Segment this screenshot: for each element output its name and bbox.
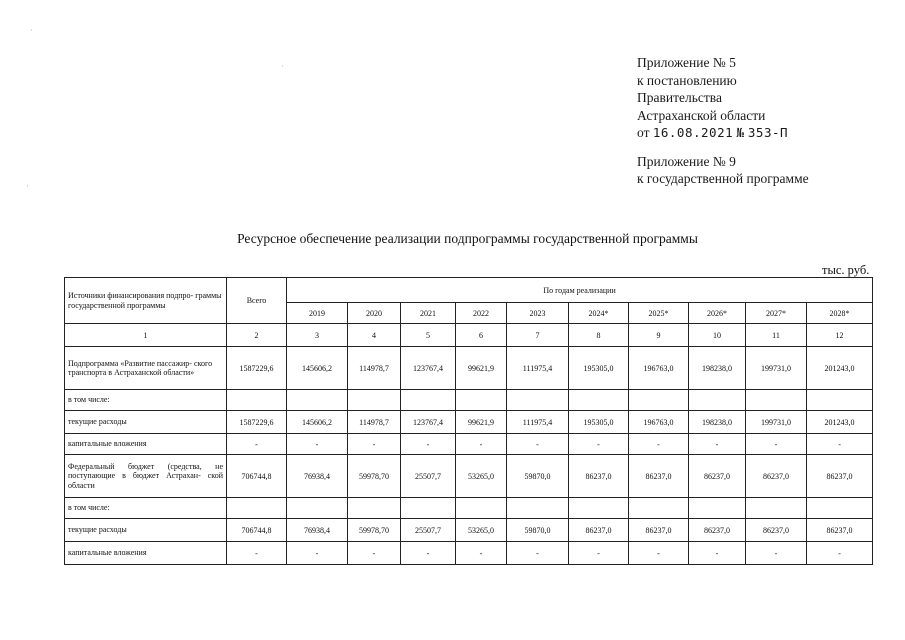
table-cell: 195305,0 [569,347,629,390]
decree-date-line [637,124,809,142]
column-number: 4 [348,324,401,347]
table-cell: - [227,434,287,455]
funding-table [64,277,873,565]
table-cell: 53265,0 [456,455,507,498]
column-number: 3 [287,324,348,347]
column-number: 9 [629,324,689,347]
table-cell [807,390,873,411]
table-cell [507,498,569,519]
table-cell: - [287,542,348,565]
decree-date: 16.08.2021 [652,125,734,140]
year-header: 2025* [629,303,689,324]
table-cell: 114978,7 [348,411,401,434]
table-cell [401,498,456,519]
table-cell: 199731,0 [746,411,807,434]
column-number: 5 [401,324,456,347]
year-header: 2028* [807,303,873,324]
table-cell: 86237,0 [807,519,873,542]
table-cell: 25507,7 [401,455,456,498]
table-cell: - [507,434,569,455]
table-cell: - [401,542,456,565]
column-numbers-row [65,324,873,347]
table-cell: - [287,434,348,455]
decree-number: 353-П [747,125,789,140]
scan-speck: · [281,62,284,71]
year-header: 2024* [569,303,629,324]
table-cell: - [689,542,746,565]
date-prefix: от [637,125,650,140]
document-title: Ресурсное обеспечение реализации подпрограммы государственной программы [237,231,698,246]
table-cell: - [746,434,807,455]
column-number: 11 [746,324,807,347]
table-cell: - [746,542,807,565]
column-number: 7 [507,324,569,347]
table-cell [456,390,507,411]
table-cell: 198238,0 [689,411,746,434]
table-row [65,455,873,498]
appendix-5-label: Приложение № 5 [637,55,736,70]
table-cell: 86237,0 [746,519,807,542]
table-cell: 196763,0 [629,347,689,390]
table-cell: - [456,434,507,455]
column-number: 10 [689,324,746,347]
row-label: текущие расходы [65,411,227,434]
year-header: 2023 [507,303,569,324]
table-cell [569,498,629,519]
table-cell [456,498,507,519]
column-number: 1 [65,324,227,347]
table-cell: 59978,70 [348,455,401,498]
table-cell [746,498,807,519]
column-number: 6 [456,324,507,347]
table-cell: 145606,2 [287,347,348,390]
table-cell [348,390,401,411]
table-cell: 86237,0 [807,455,873,498]
row-label: текущие расходы [65,519,227,542]
row-label: в том числе: [65,390,227,411]
table-cell: 199731,0 [746,347,807,390]
source-header: Источники финансирования подпро- граммы государственной программы [65,278,227,324]
table-cell [807,498,873,519]
table-cell: 86237,0 [569,455,629,498]
table-cell: 25507,7 [401,519,456,542]
table-cell: 59870,0 [507,519,569,542]
header-line: к постановлению [637,72,737,88]
table-cell [348,498,401,519]
column-number: 2 [227,324,287,347]
table-cell: - [689,434,746,455]
header-line: Астраханской области [637,107,766,123]
table-cell: 86237,0 [689,519,746,542]
header-line: Правительства [637,90,722,105]
appendix-9-label: Приложение № 9 [637,153,736,169]
appendix-header [637,54,809,188]
year-header: 2019 [287,303,348,324]
table-cell: - [456,542,507,565]
table-row [65,542,873,565]
table-cell: - [629,434,689,455]
table-cell: 111975,4 [507,347,569,390]
table-cell: 198238,0 [689,347,746,390]
table-cell: - [227,542,287,565]
row-label: в том числе: [65,498,227,519]
table-cell: 1587229,6 [227,347,287,390]
table-cell: 123767,4 [401,411,456,434]
table-cell: - [807,542,873,565]
row-label: Подпрограмма «Развитие пассажир- ского транспорта в Астраханской области» [65,347,227,390]
number-sign: № [736,125,745,140]
table-cell: - [348,542,401,565]
table-cell: 195305,0 [569,411,629,434]
table-cell [287,390,348,411]
table-cell: - [507,542,569,565]
table-row [65,390,873,411]
total-header: Всего [227,278,287,324]
header-line: к государственной программе [637,171,809,186]
table-cell: - [348,434,401,455]
table-row [65,519,873,542]
table-row [65,498,873,519]
table-row [65,411,873,434]
table-row [65,434,873,455]
table-cell: 201243,0 [807,347,873,390]
row-label: Федеральный бюджет (средства, не поступающие в бюджет Астрахан- ской области [65,455,227,498]
table-cell [507,390,569,411]
table-cell: 111975,4 [507,411,569,434]
header-row [65,278,873,303]
table-cell [629,498,689,519]
table-row [65,347,873,390]
table-cell [746,390,807,411]
row-label: капитальные вложения [65,434,227,455]
table-cell [227,390,287,411]
table-cell: 114978,7 [348,347,401,390]
table-cell: 145606,2 [287,411,348,434]
scan-speck: · [26,182,29,191]
table-cell: 86237,0 [746,455,807,498]
table-cell: 53265,0 [456,519,507,542]
table-cell: - [629,542,689,565]
table-cell: 123767,4 [401,347,456,390]
table-cell: 706744,8 [227,519,287,542]
table-cell: 59870,0 [507,455,569,498]
column-number: 12 [807,324,873,347]
table-cell: 1587229,6 [227,411,287,434]
years-group-header: По годам реализации [287,278,873,303]
year-header: 2020 [348,303,401,324]
table-cell: - [569,542,629,565]
table-cell: 196763,0 [629,411,689,434]
table-cell [227,498,287,519]
table-cell: - [569,434,629,455]
table-cell: 86237,0 [629,519,689,542]
table-cell: - [807,434,873,455]
year-header: 2026* [689,303,746,324]
table-cell: 86237,0 [689,455,746,498]
year-header: 2021 [401,303,456,324]
table-cell: 706744,8 [227,455,287,498]
year-header: 2022 [456,303,507,324]
year-header: 2027* [746,303,807,324]
table-cell: 86237,0 [569,519,629,542]
table-cell [689,390,746,411]
table-cell [287,498,348,519]
table-cell [401,390,456,411]
table-cell [689,498,746,519]
column-number: 8 [569,324,629,347]
table-cell: 59978,70 [348,519,401,542]
table-cell: 201243,0 [807,411,873,434]
table-cell [629,390,689,411]
table-cell: 76938,4 [287,519,348,542]
row-label: капитальные вложения [65,542,227,565]
table-cell: 86237,0 [629,455,689,498]
table-cell: 76938,4 [287,455,348,498]
table-cell [569,390,629,411]
scan-speck: · [30,26,33,35]
table-cell: 99621,9 [456,347,507,390]
table-cell: - [401,434,456,455]
table-cell: 99621,9 [456,411,507,434]
unit-label: тыс. руб. [822,263,870,277]
